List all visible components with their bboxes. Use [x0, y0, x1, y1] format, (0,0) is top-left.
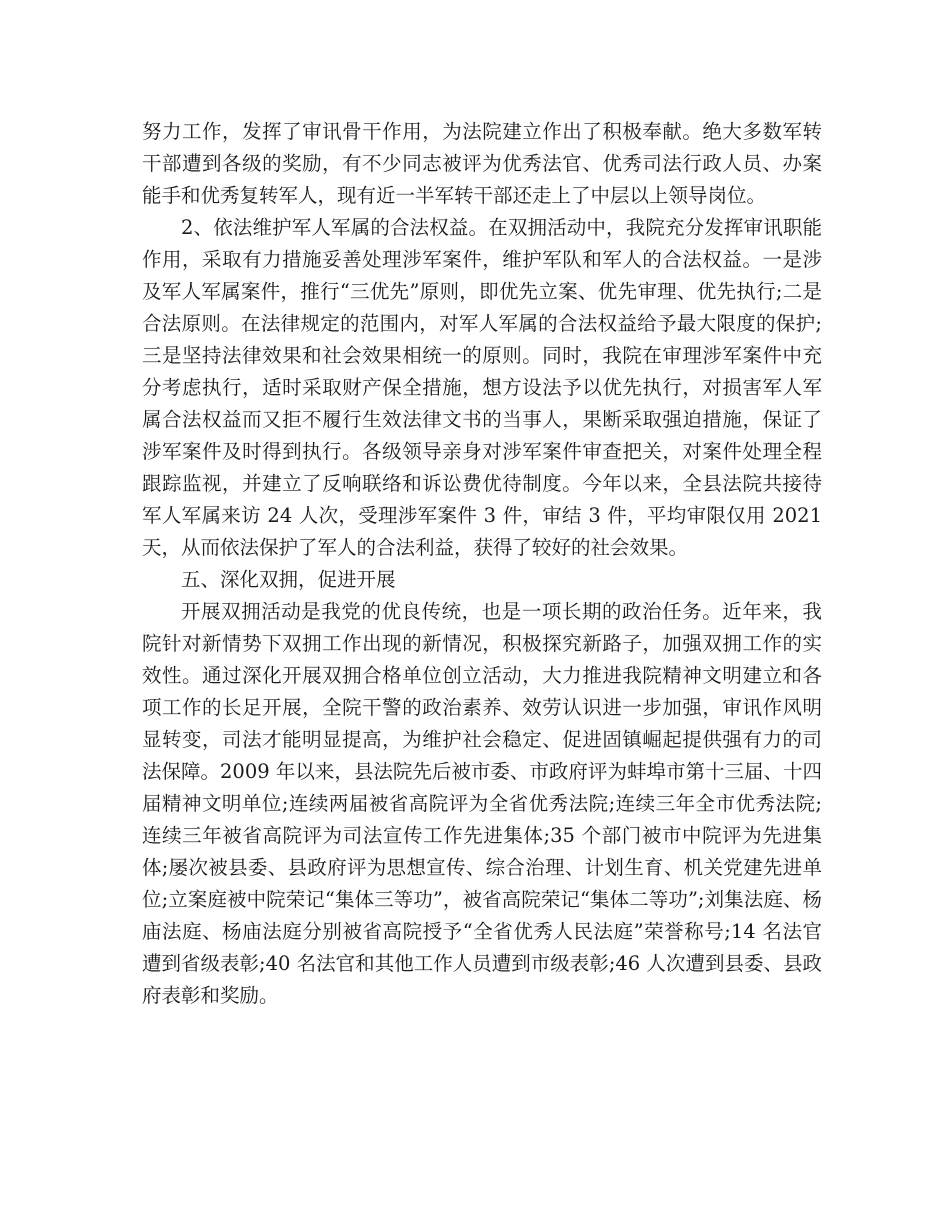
- paragraph-1: 努力工作，发挥了审讯骨干作用，为法院建立作出了积极奉献。绝大多数军转干部遭到各级的奖励，有不少同志被评为优秀法官、优秀司法行政人员、办案能手和优秀复转军人，现有近一半军转干部还走上了中层以上领导岗位。: [142, 120, 822, 207]
- paragraph-3: 开展双拥活动是我党的优良传统，也是一项长期的政治任务。近年来，我院针对新情势下双拥工作出现的新情况，积极探究新路子，加强双拥工作的实效性。通过深化开展双拥合格单位创立活动，大力推进我院精神文明建立和各项工作的长足开展，全院干警的政治素养、效劳认识进一步加强，审讯作风明显转变，司法才能明显提高，为维护社会稳定、促进固镇崛起提供强有力的司法保障。2009 年以来，县法院先后被市委、市政府评为蚌埠市第十三届、十四届精神文明单位;连续两届被省高院评为全省优秀法院;连续三年全市优秀法院;连续三年被省高院评为司法宣传工作先进集体;35 个部门被市中院评为先进集体;屡次被县委、县政府评为思想宣传、综合治理、计划生育、机关党建先进单位;立案庭被中院荣记“集体三等功”，被省高院荣记“集体二等功”;刘集法庭、杨庙法庭、杨庙法庭分别被省高院授予“全省优秀人民法庭”荣誉称号;14 名法官遭到省级表彰;40 名法官和其他工作人员遭到市级表彰;46 人次遭到县委、县政府表彰和奖励。: [142, 600, 822, 1007]
- paragraph-2: 2、依法维护军人军属的合法权益。在双拥活动中，我院充分发挥审讯职能作用，采取有力措施妥善处理涉军案件，维护军队和军人的合法权益。一是涉及军人军属案件，推行“三优先”原则，即优先立案、优先审理、优先执行;二是合法原则。在法律规定的范围内，对军人军属的合法权益给予最大限度的保护;三是坚持法律效果和社会效果相统一的原则。同时，我院在审理涉军案件中充分考虑执行，适时采取财产保全措施，想方设法予以优先执行，对损害军人军属合法权益而又拒不履行生效法律文书的当事人，果断采取强迫措施，保证了涉军案件及时得到执行。各级领导亲身对涉军案件审查把关，对案件处理全程跟踪监视，并建立了反响联络和诉讼费优待制度。今年以来，全县法院共接待军人军属来访 24 人次，受理涉军案件 3 件，审结 3 件，平均审限仅用 2021 天，从而依法保护了军人的合法利益，获得了较好的社会效果。: [142, 216, 822, 559]
- section-heading-5: 五、深化双拥，促进开展: [181, 568, 396, 591]
- document-page: [142, 116, 822, 1012]
